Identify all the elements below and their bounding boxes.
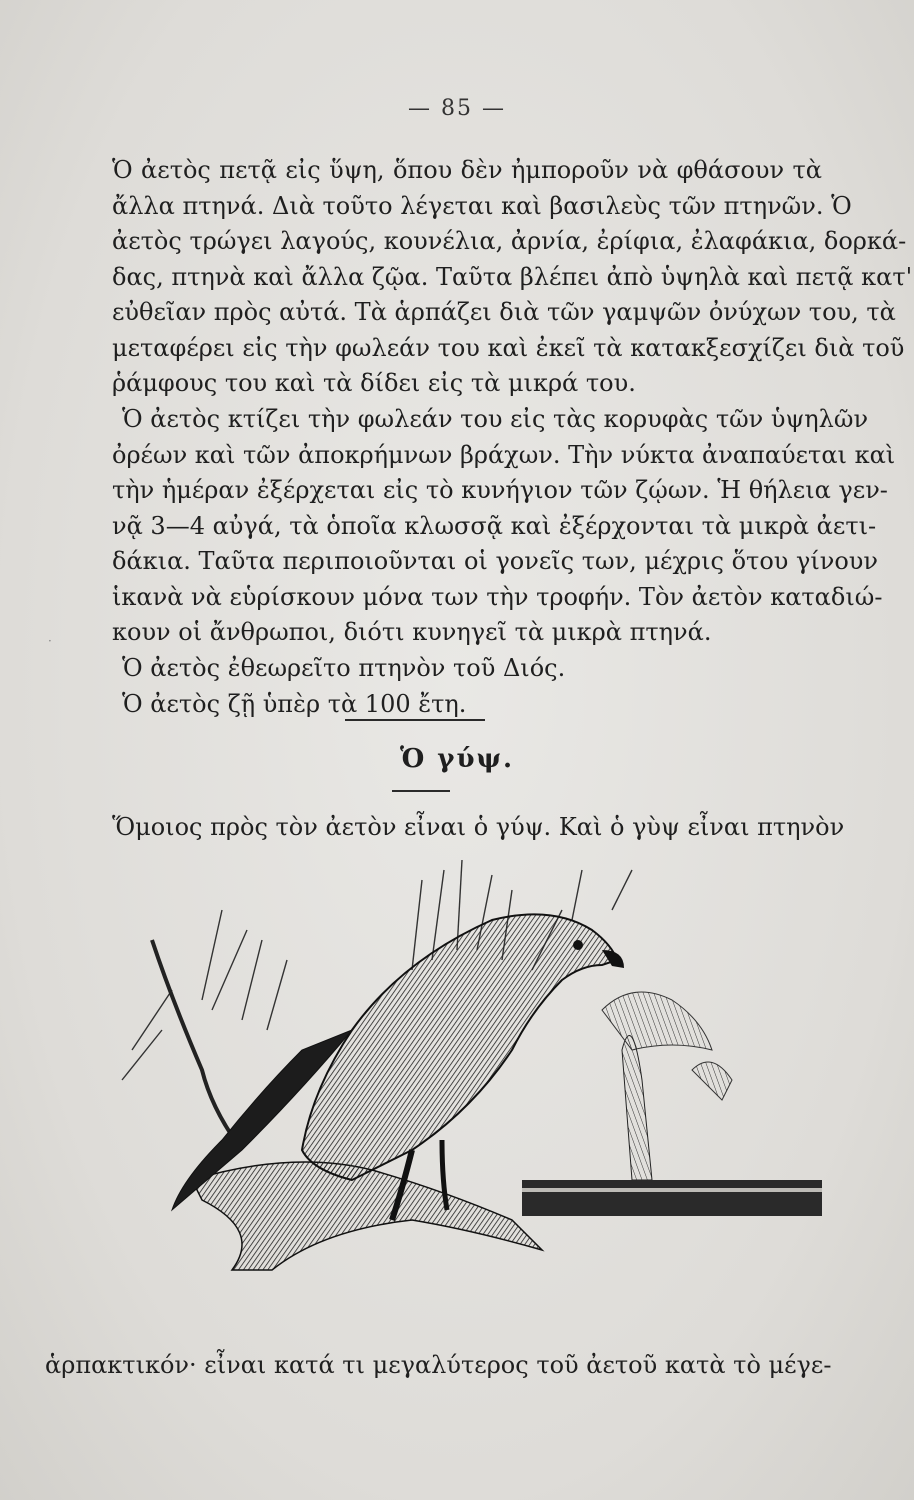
text-line: εὐθεῖαν πρὸς αὐτά. Τὰ ἁρπάζει διὰ τῶν γαμψῶν ὀνύχων του, τὰ [112, 298, 896, 326]
text-line: τὴν ἡμέραν ἐξέρχεται εἰς τὸ κυνήγιον τῶν ζῴων. Ἡ θήλεια γεν- [112, 476, 888, 504]
distant-tree [602, 992, 732, 1180]
text-line: Ὅμοιος πρὸς τὸν ἀετὸν εἶναι ὁ γύψ. Καὶ ὁ γὺψ εἶναι πτηνὸν [112, 813, 845, 841]
text-line: ἀετὸς τρώγει λαγούς, κουνέλια, ἀρνία, ἐρίφια, ἐλαφάκια, δορκά- [112, 227, 907, 255]
vulture-illustration [112, 850, 822, 1280]
text-line: ῥάμφους του καὶ τὰ δίδει εἰς τὰ μικρά του. [112, 369, 636, 397]
text-line-age: Ὁ ἀετὸς ζῇ ὑπὲρ τὰ 100 ἔτη. [122, 689, 467, 718]
text-line: Ὁ ἀετὸς κτίζει τὴν φωλεάν του εἰς τὰς κορυφὰς τῶν ὑψηλῶν [122, 405, 869, 433]
page-number: — 85 — [408, 96, 506, 121]
text-line: ὀρέων καὶ τῶν ἀποκρήμνων βράχων. Τὴν νύκτα ἀναπαύεται καὶ [112, 440, 896, 469]
text-line: ἄλλα πτηνά. Διὰ τοῦτο λέγεται καὶ βασιλεὺς τῶν πτηνῶν. Ὁ [112, 191, 852, 220]
text-line: ἱκανὰ νὰ εὑρίσκουν μόνα των τὴν τροφήν. Τὸν ἀετὸν καταδιώ- [112, 582, 883, 611]
section-divider [345, 719, 485, 721]
paragraph-vulture-intro [112, 810, 845, 846]
text-line: μεταφέρει εἰς τὴν φωλεάν του καὶ ἐκεῖ τὰ κατακξεσχίζει διὰ τοῦ [112, 333, 905, 362]
heading-underline [392, 790, 450, 792]
paragraph-eagle-nest [112, 402, 896, 651]
text-line: κουν οἱ ἄνθρωποι, διότι κυνηγεῖ τὰ μικρὰ πτηνά. [112, 618, 712, 646]
paragraph-vulture-continued: ἁρπακτικόν· εἶναι κατά τι μεγαλύτερος τοῦ ἀετοῦ κατὰ τὸ μέγε- [45, 1351, 832, 1379]
paragraph-eagle-facts [112, 651, 822, 722]
water-strip [522, 1180, 822, 1216]
text-line: νᾷ 3—4 αὐγά, τὰ ὁποῖα κλωσσᾷ καὶ ἐξέρχονται τὰ μικρὰ ἀετι- [112, 511, 877, 540]
text-line: δας, πτηνὰ καὶ ἄλλα ζῷα. Ταῦτα βλέπει ἀπὸ ὑψηλὰ καὶ πετᾷ κατ' [112, 262, 913, 291]
text-line: δάκια. Ταῦτα περιποιοῦνται οἱ γονεῖς των, μέχρις ὅτου γίνουν [112, 547, 878, 575]
text-line: Ὁ ἀετὸς πετᾷ εἰς ὕψη, ὅπου δὲν ἠμποροῦν νὰ φθάσουν τὰ [112, 156, 822, 184]
branch [192, 1162, 542, 1270]
water-highlight [522, 1188, 822, 1192]
print-speck: · [48, 634, 52, 648]
text-line-zeus: Ὁ ἀετὸς ἐθεωρεῖτο πτηνὸν τοῦ Διός. [122, 654, 566, 682]
section-heading-vulture: Ὁ γύψ. [399, 744, 515, 774]
paragraph-eagle-flight [112, 153, 913, 402]
